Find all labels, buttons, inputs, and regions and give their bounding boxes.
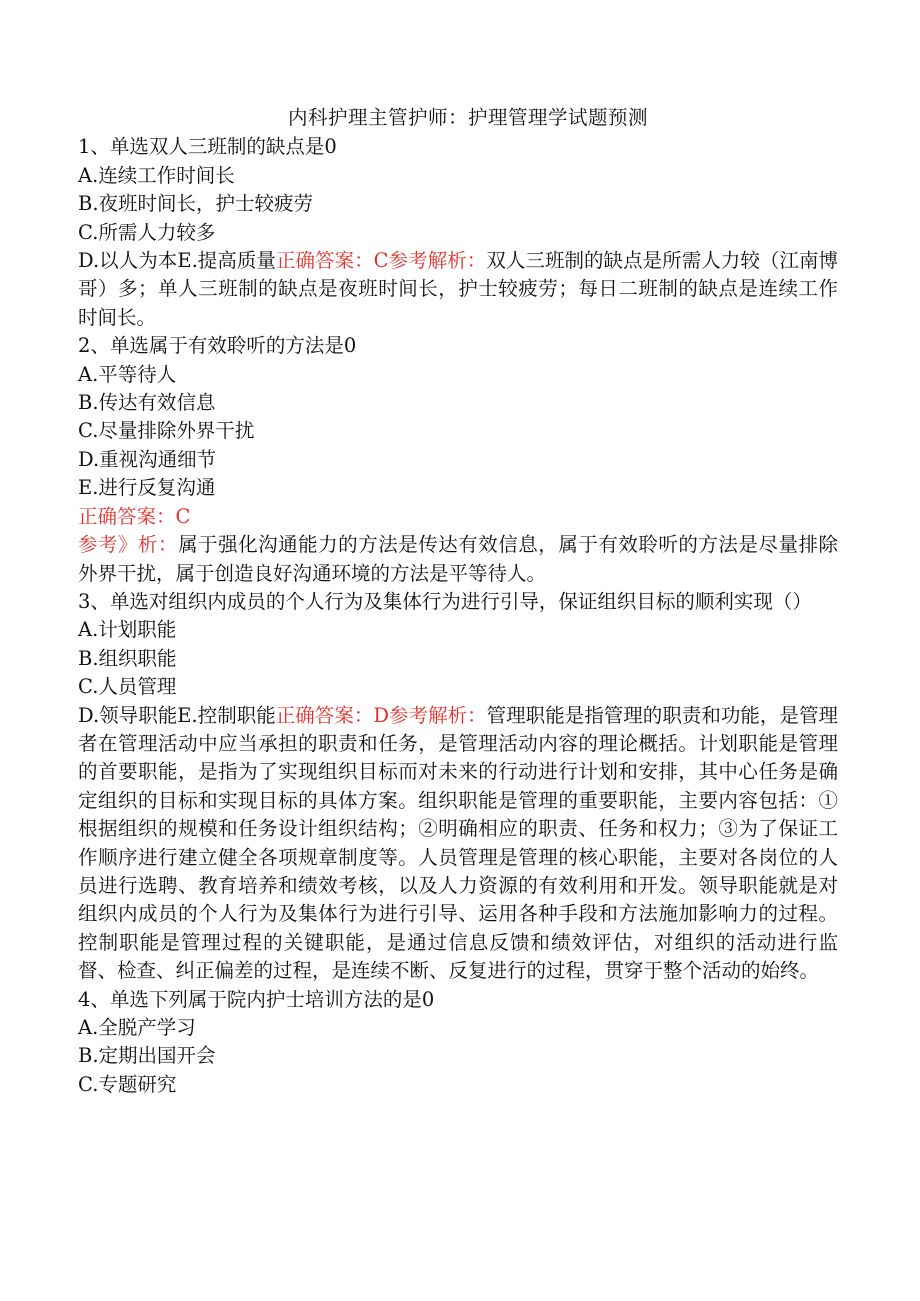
question-3-option-b: B.组织职能 <box>78 646 177 670</box>
question-4-option-c: C.专题研究 <box>78 1072 177 1096</box>
question-1-option-de: D.以人为本E.提高质量 <box>78 249 276 273</box>
question-3-option-de: D.领导职能E.控制职能 <box>78 703 276 727</box>
question-1 <box>78 133 838 332</box>
question-1-answer-value: C <box>373 249 389 273</box>
question-2-option-d: D.重视沟通细节 <box>78 447 217 471</box>
question-2-stem: 2、单选属于有效聆听的方法是0 <box>78 334 357 358</box>
question-2-analysis-text: 属于强化沟通能力的方法是传达有效信息，属于有效聆听的方法是尽量排除外界干扰，属于创造良好沟通环境的方法是平等待人。 <box>78 533 838 585</box>
question-3-stem: 3、单选对组织内成员的个人行为及集体行为进行引导，保证组织目标的顺利实现（） <box>78 589 812 613</box>
question-4 <box>78 986 838 1100</box>
question-1-answer-block <box>78 247 838 332</box>
question-1-option-a: A.连续工作时间长 <box>78 163 235 187</box>
question-1-analysis-label: 参考解析： <box>388 249 487 273</box>
question-3-option-a: A.计划职能 <box>78 618 177 642</box>
question-2-option-e: E.进行反复沟通 <box>78 476 216 500</box>
page-title: 内科护理主管护师：护理管理学试题预测 <box>287 106 648 129</box>
question-1-option-c: C.所需人力较多 <box>78 220 216 244</box>
question-1-option-b: B.夜班时间长，护士较疲劳 <box>78 192 314 216</box>
question-3-analysis-label: 参考解析： <box>389 703 487 727</box>
question-2-option-a: A.平等待人 <box>78 362 177 386</box>
question-3-answer-block <box>78 702 838 986</box>
question-3-answer-value: D <box>373 703 390 727</box>
question-2 <box>78 332 838 588</box>
question-3 <box>78 588 838 986</box>
question-3-option-c: C.人员管理 <box>78 675 177 699</box>
question-2-option-b: B.传达有效信息 <box>78 391 216 415</box>
question-2-answer <box>78 503 838 531</box>
question-4-option-b: B.定期出国开会 <box>78 1044 216 1068</box>
question-1-analysis-text: 双人三班制的缺点是所需人力较（江南博哥）多；单人三班制的缺点是夜班时间长，护士较疲劳；每日二班制的缺点是连续工作时间长。 <box>78 249 838 329</box>
question-2-analysis <box>78 531 838 588</box>
question-2-answer-label: 正确答案： <box>78 504 176 528</box>
question-3-answer-label: 正确答案： <box>275 703 374 727</box>
question-1-stem: 1、单选双人三班制的缺点是0 <box>78 135 337 159</box>
question-2-answer-value: C <box>175 504 191 528</box>
question-4-stem: 4、单选下列属于院内护士培训方法的是0 <box>78 987 435 1011</box>
question-2-analysis-label: 参考》析： <box>78 533 179 557</box>
question-2-option-c: C.尽量排除外界干扰 <box>78 419 255 443</box>
question-3-analysis-text: 管理职能是指管理的职责和功能，是管理者在管理活动中应当承担的职责和任务，是管理活动内容的理论概括。计划职能是管理的首要职能，是指为了实现组织目标而对未来的行动进行计划和安排，其中心任务是确定组织的目标和实现目标的具体方案。组织职能是管理的重要职能，主要内容包括：①根据组织的规模和任务设计组织结构；②明确相应的职责、任务和权力；③为了保证工作顺序进行建立健全各项规章制度等。人员管理是管理的核心职能，主要对各岗位的人员进行选聘、教育培养和绩效考核，以及人力资源的有效利用和开发。领导职能就是对组织内成员的个人行为及集体行为进行引导、运用各种手段和方法施加影响力的过程。控制职能是管理过程的关键职能，是通过信息反馈和绩效评估，对组织的活动进行监督、检查、纠正偏差的过程，是连续不断、反复进行的过程，贯穿于整个活动的始终。 <box>78 703 838 983</box>
document-page <box>78 104 838 1099</box>
question-1-answer-label: 正确答案： <box>275 249 374 273</box>
question-4-option-a: A.全脱产学习 <box>78 1016 196 1039</box>
